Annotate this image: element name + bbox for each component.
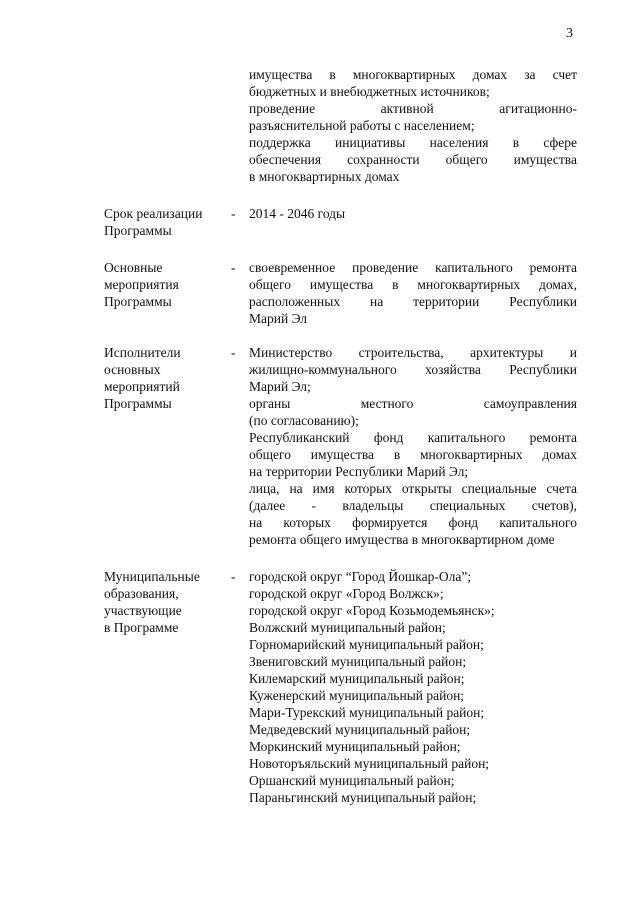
- municipality-item: Волжский муниципальный район;: [249, 620, 446, 635]
- municipality-item: городской округ «Город Волжск»;: [249, 586, 444, 601]
- row-value: [249, 568, 577, 806]
- value-line: жилищно-коммунального хозяйства Республики: [249, 362, 577, 377]
- label-line: Срок реализации: [104, 206, 203, 221]
- intro-line: проведение активной агитационно-: [249, 101, 577, 116]
- value-line: общего имущества в многоквартирных домах,: [249, 277, 577, 292]
- intro-continuation: [249, 66, 577, 185]
- row-dash: -: [231, 569, 236, 584]
- row-label: [104, 568, 224, 636]
- intro-line: обеспечения сохранности общего имущества: [249, 152, 577, 167]
- label-line: в Программе: [104, 620, 179, 635]
- label-line: мероприятий: [104, 379, 180, 394]
- value-line: (по согласованию);: [249, 413, 359, 428]
- intro-line: в многоквартирных домах: [249, 169, 400, 184]
- label-line: образования,: [104, 586, 179, 601]
- value-line: Республиканский фонд капитального ремонта: [249, 430, 577, 445]
- label-line: Основные: [104, 260, 163, 275]
- municipality-item: городской округ “Город Йошкар-Ола”;: [249, 569, 472, 584]
- label-line: участвующие: [104, 603, 182, 618]
- row-label: [104, 259, 224, 310]
- row-value: [249, 259, 577, 327]
- value-line: на которых формируется фонд капитального: [249, 515, 577, 530]
- value-line: на территории Республики Марий Эл;: [249, 464, 469, 479]
- value-line: Министерство строительства, архитектуры и: [249, 345, 577, 360]
- municipality-item: Оршанский муниципальный район;: [249, 773, 455, 788]
- label-line: Программы: [104, 396, 172, 411]
- value-line: общего имущества в многоквартирных домах: [249, 447, 577, 462]
- page-number: 3: [566, 26, 573, 41]
- municipality-item: Куженерский муниципальный район;: [249, 688, 465, 703]
- label-line: Исполнители: [104, 345, 181, 360]
- municipality-item: Моркинский муниципальный район;: [249, 739, 461, 754]
- label-line: Программы: [104, 223, 172, 238]
- intro-line: разъяснительной работы с населением;: [249, 118, 475, 133]
- intro-line: бюджетных и внебюджетных источников;: [249, 84, 490, 99]
- value-line: расположенных на территории Республики: [249, 294, 577, 309]
- municipality-item: городской округ «Город Козьмодемьянск»;: [249, 603, 495, 618]
- intro-line: имущества в многоквартирных домах за счет: [249, 67, 577, 82]
- label-line: основных: [104, 362, 161, 377]
- municipality-item: Звениговский муниципальный район;: [249, 654, 467, 669]
- row-value: [249, 205, 577, 222]
- row-dash: -: [231, 206, 236, 221]
- label-line: Муниципальные: [104, 569, 200, 584]
- value-line: Марий Эл: [249, 311, 308, 326]
- municipality-item: Новоторъяльский муниципальный район;: [249, 756, 490, 771]
- value-line: своевременное проведение капитального ремонта: [249, 260, 577, 275]
- row-label: [104, 344, 224, 412]
- row-value: [249, 344, 577, 548]
- value-line: (далее - владельцы специальных счетов),: [249, 498, 577, 513]
- label-line: мероприятия: [104, 277, 179, 292]
- value-line: ремонта общего имущества в многоквартирном доме: [249, 532, 555, 547]
- label-line: Программы: [104, 294, 172, 309]
- municipality-item: Медведевский муниципальный район;: [249, 722, 471, 737]
- municipality-item: Мари-Турекский муниципальный район;: [249, 705, 485, 720]
- row-dash: -: [231, 345, 236, 360]
- value-line: Марий Эл;: [249, 379, 311, 394]
- municipality-item: Параньгинский муниципальный район;: [249, 790, 477, 805]
- row-label: [104, 205, 224, 239]
- value-line: лица, на имя которых открыты специальные счета: [249, 481, 577, 496]
- municipality-item: Килемарский муниципальный район;: [249, 671, 465, 686]
- value-line: органы местного самоуправления: [249, 396, 577, 411]
- intro-line: поддержка инициативы населения в сфере: [249, 135, 577, 150]
- row-dash: -: [231, 260, 236, 275]
- value-line: 2014 - 2046 годы: [249, 206, 346, 221]
- municipality-item: Горномарийский муниципальный район;: [249, 637, 484, 652]
